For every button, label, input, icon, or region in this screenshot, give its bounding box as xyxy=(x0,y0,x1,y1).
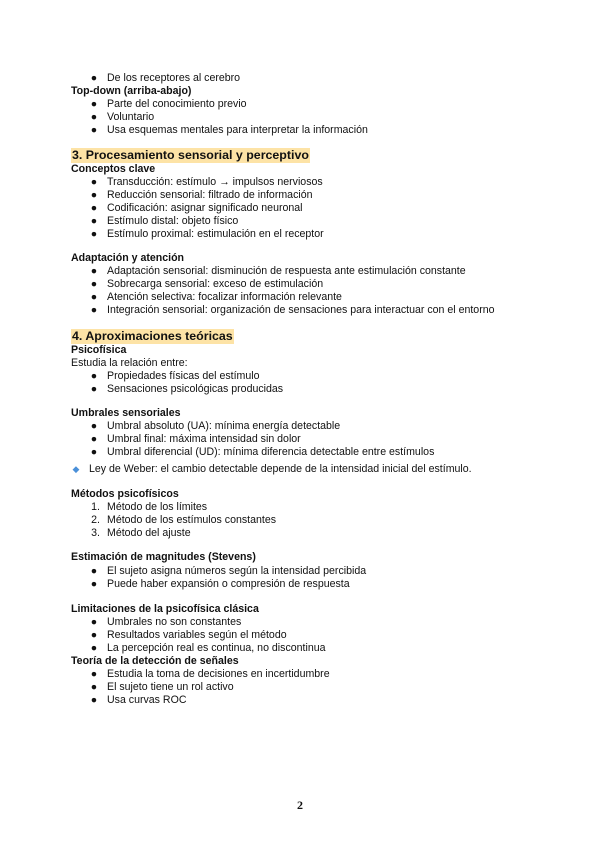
list-item-text: Método de los estímulos constantes xyxy=(107,514,277,526)
bullet-icon: ● xyxy=(90,433,98,445)
subheading-limitaciones: Limitaciones de la psicofísica clásica xyxy=(71,603,259,615)
list-number: 2. xyxy=(91,514,100,526)
subheading-psicofisica: Psicofísica xyxy=(71,344,127,356)
list-item-text: Sobrecarga sensorial: exceso de estimulación xyxy=(107,278,324,290)
bullet-icon: ● xyxy=(90,189,98,201)
list-item-text: Usa curvas ROC xyxy=(107,694,187,706)
bullet-icon: ● xyxy=(90,642,98,654)
bullet-icon: ● xyxy=(90,565,98,577)
list-item-text: Adaptación sensorial: disminución de respuesta ante estimulación constante xyxy=(107,265,466,277)
subheading-conceptos: Conceptos clave xyxy=(71,163,156,175)
bullet-icon: ● xyxy=(90,304,98,316)
list-number: 3. xyxy=(91,527,100,539)
subheading-estimacion: Estimación de magnitudes (Stevens) xyxy=(71,551,256,563)
bullet-icon: ● xyxy=(90,124,98,136)
list-item-text: Transducción: estímulo → impulsos nerviosos xyxy=(107,176,323,188)
list-item-text: Método del ajuste xyxy=(107,527,191,539)
list-item-text: Codificación: asignar significado neuronal xyxy=(107,202,303,214)
bullet-icon: ● xyxy=(90,370,98,382)
list-item-text: Umbral final: máxima intensidad sin dolor xyxy=(107,433,301,445)
list-item-text: Estudia la toma de decisiones en incertidumbre xyxy=(107,668,330,680)
list-item-text: Reducción sensorial: filtrado de información xyxy=(107,189,313,201)
list-item-text: Parte del conocimiento previo xyxy=(107,98,247,110)
subheading-top-down: Top-down (arriba-abajo) xyxy=(71,85,192,97)
section-title-3: 3. Procesamiento sensorial y perceptivo xyxy=(72,148,309,162)
page-number: 2 xyxy=(297,798,303,812)
bullet-icon: ● xyxy=(90,111,98,123)
subheading-metodos: Métodos psicofísicos xyxy=(71,488,179,500)
paragraph-text: Estudia la relación entre: xyxy=(71,357,188,369)
bullet-icon: ● xyxy=(90,578,98,590)
list-item-text: Umbral diferencial (UD): mínima diferencia detectable entre estímulos xyxy=(107,446,435,458)
bullet-icon: ● xyxy=(90,278,98,290)
bullet-icon: ● xyxy=(90,616,98,628)
list-item-text: Voluntario xyxy=(107,111,155,123)
list-item-text: Resultados variables según el método xyxy=(107,629,287,641)
list-item-text: La percepción real es continua, no discontinua xyxy=(107,642,326,654)
list-item-text: Estímulo distal: objeto físico xyxy=(107,215,239,227)
bullet-icon: ● xyxy=(90,681,98,693)
bullet-icon: ● xyxy=(90,446,98,458)
bullet-icon: ● xyxy=(90,668,98,680)
list-item-text: Puede haber expansión o compresión de respuesta xyxy=(107,578,350,590)
bullet-icon: ● xyxy=(90,72,98,84)
list-item-text: De los receptores al cerebro xyxy=(107,72,241,84)
bullet-icon: ● xyxy=(90,202,98,214)
subheading-umbrales: Umbrales sensoriales xyxy=(71,407,181,419)
diamond-bullet-icon: ◆ xyxy=(72,464,80,474)
list-item-text: Método de los límites xyxy=(107,501,208,513)
list-item-text: Estímulo proximal: estimulación en el receptor xyxy=(107,228,324,240)
bullet-icon: ● xyxy=(90,629,98,641)
list-item-text: Sensaciones psicológicas producidas xyxy=(107,383,284,395)
bullet-icon: ● xyxy=(90,228,98,240)
note-text: Ley de Weber: el cambio detectable depende de la intensidad inicial del estímulo. xyxy=(89,463,472,475)
list-item-text: Integración sensorial: organización de sensaciones para interactuar con el entorno xyxy=(107,304,495,316)
bullet-icon: ● xyxy=(90,383,98,395)
bullet-icon: ● xyxy=(90,265,98,277)
bullet-icon: ● xyxy=(90,291,98,303)
list-item-text: Usa esquemas mentales para interpretar la información xyxy=(107,124,368,136)
list-item-text: Umbral absoluto (UA): mínima energía detectable xyxy=(107,420,341,432)
subheading-adaptacion: Adaptación y atención xyxy=(71,252,185,264)
list-item-text: El sujeto tiene un rol activo xyxy=(107,681,234,693)
list-item-text: El sujeto asigna números según la intensidad percibida xyxy=(107,565,367,577)
subheading-deteccion: Teoría de la detección de señales xyxy=(71,655,239,667)
list-item-text: Umbrales no son constantes xyxy=(107,616,242,628)
bullet-icon: ● xyxy=(90,98,98,110)
list-item-text: Propiedades físicas del estímulo xyxy=(107,370,260,382)
bullet-icon: ● xyxy=(90,420,98,432)
bullet-icon: ● xyxy=(90,215,98,227)
bullet-icon: ● xyxy=(90,694,98,706)
list-number: 1. xyxy=(91,501,100,513)
section-title-4: 4. Aproximaciones teóricas xyxy=(72,329,233,343)
list-item-text: Atención selectiva: focalizar información relevante xyxy=(107,291,342,303)
bullet-icon: ● xyxy=(90,176,98,188)
